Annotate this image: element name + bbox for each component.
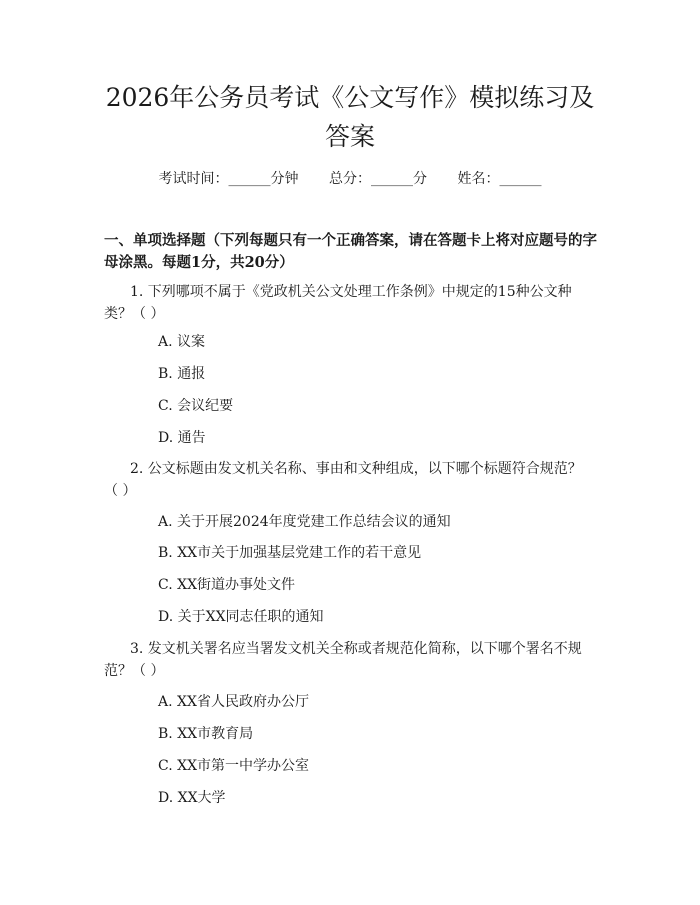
- question-1-stem: 1. 下列哪项不属于《党政机关公文处理工作条例》中规定的15种公文种类？（ ）: [104, 284, 572, 322]
- title-line-1: 2026年公务员考试《公文写作》模拟练习及: [105, 83, 595, 112]
- question-2-option-d: D. 关于XX同志任职的通知: [158, 609, 324, 625]
- question-3-option-a: A. XX省人民政府办公厅: [158, 694, 309, 710]
- exam-time-field: 考试时间：______分钟: [158, 171, 299, 187]
- question-3-stem: 3. 发文机关署名应当署发文机关全称或者规范化简称，以下哪个署名不规范？（ ）: [104, 641, 582, 679]
- question-1-option-c: C. 会议纪要: [158, 398, 234, 414]
- question-3-option-d: D. XX大学: [158, 790, 226, 806]
- document-title: [80, 78, 620, 156]
- question-2-option-a: A. 关于开展2024年度党建工作总结会议的通知: [158, 514, 451, 530]
- question-1-option-d: D. 通告: [158, 430, 206, 446]
- question-2-option-c: C. XX街道办事处文件: [158, 577, 296, 593]
- name-field: 姓名：______: [457, 171, 542, 187]
- question-1-option-a: A. 议案: [158, 334, 206, 350]
- section-heading: 一、单项选择题（下列每题只有一个正确答案，请在答题卡上将对应题号的字母涂黑。每题1分，共20分）: [104, 232, 597, 271]
- question-3-option-c: C. XX市第一中学办公室: [158, 758, 310, 774]
- question-1-option-b: B. 通报: [158, 366, 206, 382]
- question-3-option-b: B. XX市教育局: [158, 726, 254, 742]
- title-line-2: 答案: [324, 122, 375, 151]
- question-2-option-b: B. XX市关于加强基层党建工作的若干意见: [158, 545, 422, 561]
- exam-info: [0, 170, 700, 188]
- question-2-stem: 2. 公文标题由发文机关名称、事由和文种组成，以下哪个标题符合规范？（ ）: [104, 461, 582, 499]
- total-score-field: 总分：______分: [329, 171, 427, 187]
